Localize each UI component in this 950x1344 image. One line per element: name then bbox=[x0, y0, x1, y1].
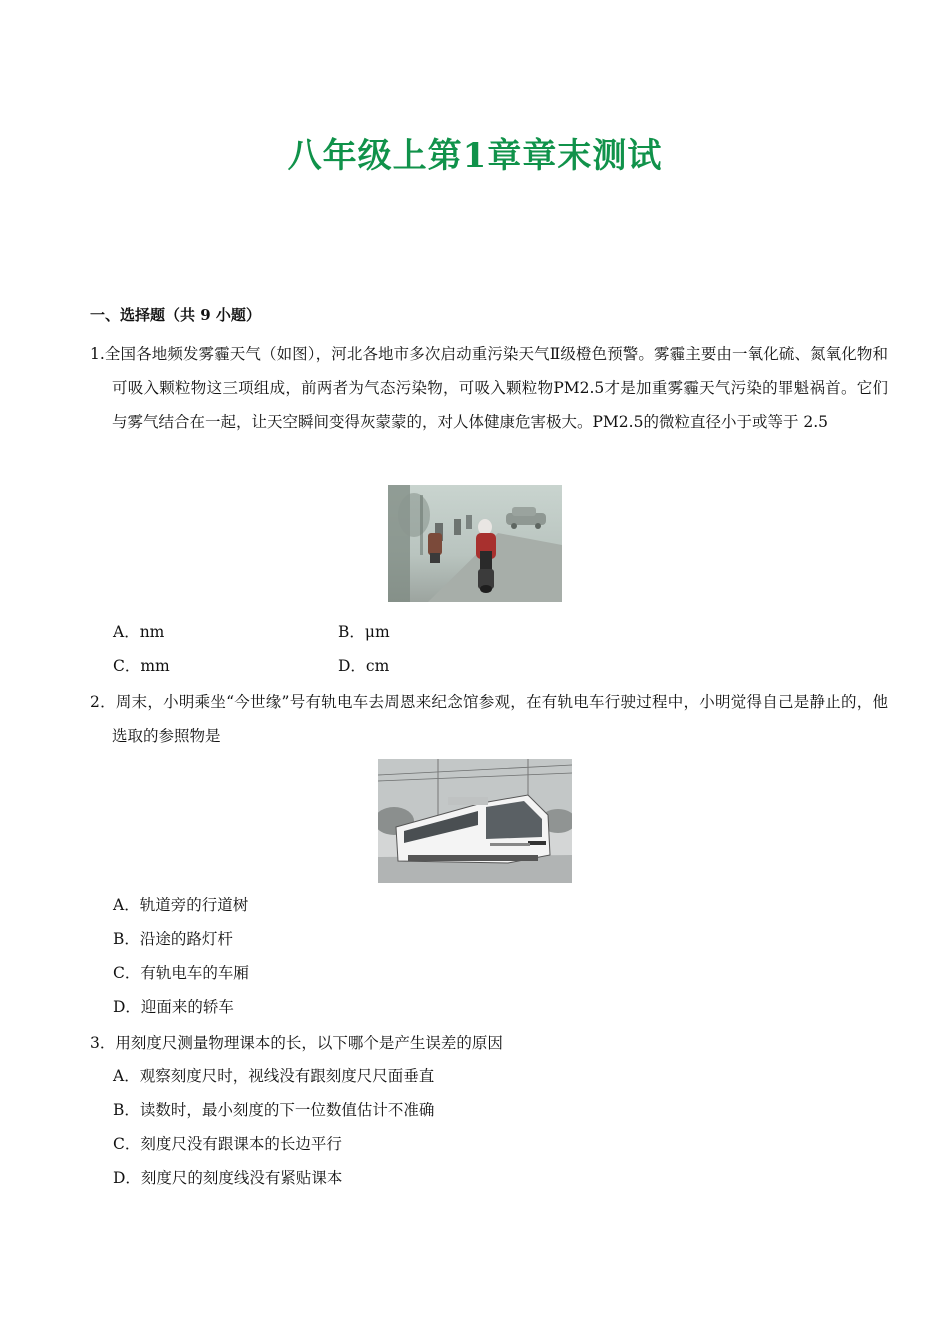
smog-photo-image bbox=[388, 485, 562, 602]
option-2c: C．有轨电车的车厢 bbox=[113, 964, 249, 982]
option-2d: D．迎面来的轿车 bbox=[113, 998, 234, 1016]
option-3d: D．刻度尺的刻度线没有紧贴课本 bbox=[113, 1169, 343, 1187]
question-text: 用刻度尺测量物理课本的长，以下哪个是产生误差的原因 bbox=[115, 1034, 503, 1052]
smog-figure bbox=[388, 485, 562, 602]
option-2b: B．沿途的路灯杆 bbox=[113, 930, 233, 948]
question-2 bbox=[90, 685, 888, 753]
option-1d: D．cm bbox=[338, 657, 390, 675]
question-1 bbox=[90, 337, 888, 439]
option-3c: C．刻度尺没有跟课本的长边平行 bbox=[113, 1135, 342, 1153]
option-1a: A．nm bbox=[113, 623, 165, 641]
tram-photo-image bbox=[378, 759, 572, 883]
option-3a: A．观察刻度尺时，视线没有跟刻度尺尺面垂直 bbox=[113, 1067, 435, 1085]
option-3b: B．读数时，最小刻度的下一位数值估计不准确 bbox=[113, 1101, 435, 1119]
option-1b: B．μm bbox=[338, 623, 390, 641]
question-3 bbox=[90, 1026, 888, 1060]
question-text: 全国各地频发雾霾天气（如图），河北各地市多次启动重污染天气Ⅱ级橙色预警。雾霾主要由一氧化硫、氮氧化物和可吸入颗粒物这三项组成，前两者为气态污染物，可吸入颗粒物PM2.5才是加重雾霾天气污染的罪魁祸首。它们与雾气结合在一起，让天空瞬间变得灰蒙蒙的，对人体健康危害极大。PM2.5的微粒直径小于或等于 2.5 bbox=[104, 345, 888, 431]
question-number: 2． bbox=[90, 693, 116, 711]
option-2a: A．轨道旁的行道树 bbox=[113, 896, 249, 914]
question-text: 周末，小明乘坐“今世缘”号有轨电车去周恩来纪念馆参观，在有轨电车行驶过程中，小明觉得自己是静止的，他选取的参照物是 bbox=[112, 693, 888, 745]
question-number: 3． bbox=[90, 1034, 116, 1052]
section-heading: 一、选择题（共 9 小题） bbox=[90, 306, 261, 324]
tram-figure bbox=[378, 759, 572, 883]
page-title: 八年级上第1章章末测试 bbox=[287, 136, 663, 176]
question-number: 1. bbox=[90, 345, 105, 363]
option-1c: C．mm bbox=[113, 657, 170, 675]
